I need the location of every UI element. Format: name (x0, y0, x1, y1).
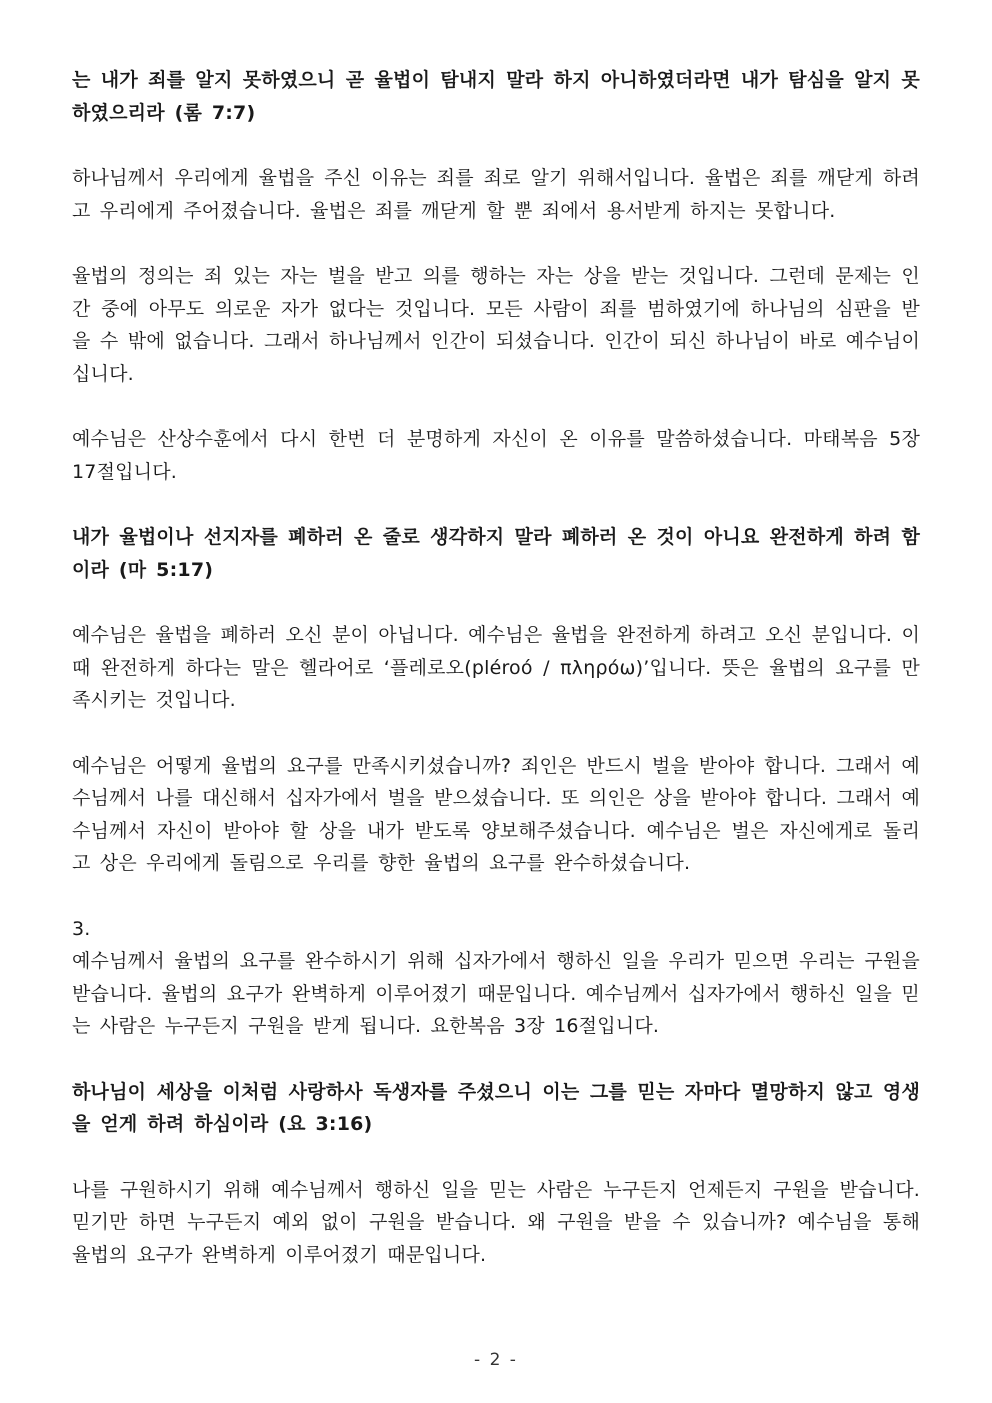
document-body (72, 64, 920, 1304)
section-number: 3. (72, 917, 91, 940)
page-number: - 2 - (474, 1350, 518, 1370)
paragraph-anyone-saved: 나를 구원하시기 위해 예수님께서 행하신 일을 믿는 사람은 누구든지 언제든지 구원을 받습니다. 믿기만 하면 누구든지 예외 없이 구원을 받습니다. 왜 구원을 받을 수 있습니까? 예수님을 통해 율법의 요구가 완벽하게 이루어졌기 때문입니다. (72, 1178, 920, 1266)
paragraph-sermon-on-mount: 예수님은 산상수훈에서 다시 한번 더 분명하게 자신이 온 이유를 말씀하셨습니다. 마태복음 5장 17절입니다. (72, 428, 920, 483)
verse-romans-7-7: 는 내가 죄를 알지 못하였으니 곧 율법이 탐내지 말라 하지 아니하였더라면 내가 탐심을 알지 못하였으리라 (롬 7:7) (72, 69, 920, 124)
verse-matthew-5-17: 내가 율법이나 선지자를 폐하러 온 줄로 생각하지 말라 폐하러 온 것이 아니요 완전하게 하려 함이라 (마 5:17) (72, 526, 920, 581)
paragraph-definition-of-law: 율법의 정의는 죄 있는 자는 벌을 받고 의를 행하는 자는 상을 받는 것입니다. 그런데 문제는 인간 중에 아무도 의로운 자가 없다는 것입니다. 모든 사람이 죄를 범하였기에 하나님의 심판을 받을 수 밖에 없습니다. 그래서 하나님께서 인간이 되셨습니다. 인간이 되신 하나님이 바로 예수님이십니다. (72, 265, 920, 385)
paragraph-purpose-of-law: 하나님께서 우리에게 율법을 주신 이유는 죄를 죄로 알기 위해서입니다. 율법은 죄를 깨닫게 하려고 우리에게 주어졌습니다. 율법은 죄를 깨닫게 할 뿐 죄에서 용서받게 하지는 못합니다. (72, 167, 920, 222)
paragraph-salvation-by-faith: 예수님께서 율법의 요구를 완수하시기 위해 십자가에서 행하신 일을 우리가 믿으면 우리는 구원을 받습니다. 율법의 요구가 완벽하게 이루어졌기 때문입니다. 예수님께서 십자가에서 행하신 일을 믿는 사람은 누구든지 구원을 받게 됩니다. 요한복음 3장 16절입니다. (72, 950, 920, 1037)
paragraph-how-fulfilled: 예수님은 어떻게 율법의 요구를 만족시키셨습니까? 죄인은 반드시 벌을 받아야 합니다. 그래서 예수님께서 나를 대신해서 십자가에서 벌을 받으셨습니다. 또 의인은 상을 받아야 합니다. 그래서 예수님께서 자신이 받아야 할 상을 내가 받도록 양보해주셨습니다. 예수님은 벌은 자신에게로 돌리고 상은 우리에게 돌림으로 우리를 향한 율법의 요구를 완수하셨습니다. (72, 754, 920, 874)
verse-john-3-16: 하나님이 세상을 이처럼 사랑하사 독생자를 주셨으니 이는 그를 믿는 자마다 멸망하지 않고 영생을 얻게 하려 하심이라 (요 3:16) (72, 1080, 920, 1135)
paragraph-fulfill-law: 예수님은 율법을 폐하러 오신 분이 아닙니다. 예수님은 율법을 완전하게 하려고 오신 분입니다. 이때 완전하게 하다는 말은 헬라어로 ‘플레로오(pléroó / πληρόω)’입니다. 뜻은 율법의 요구를 만족시키는 것입니다. (72, 624, 920, 711)
